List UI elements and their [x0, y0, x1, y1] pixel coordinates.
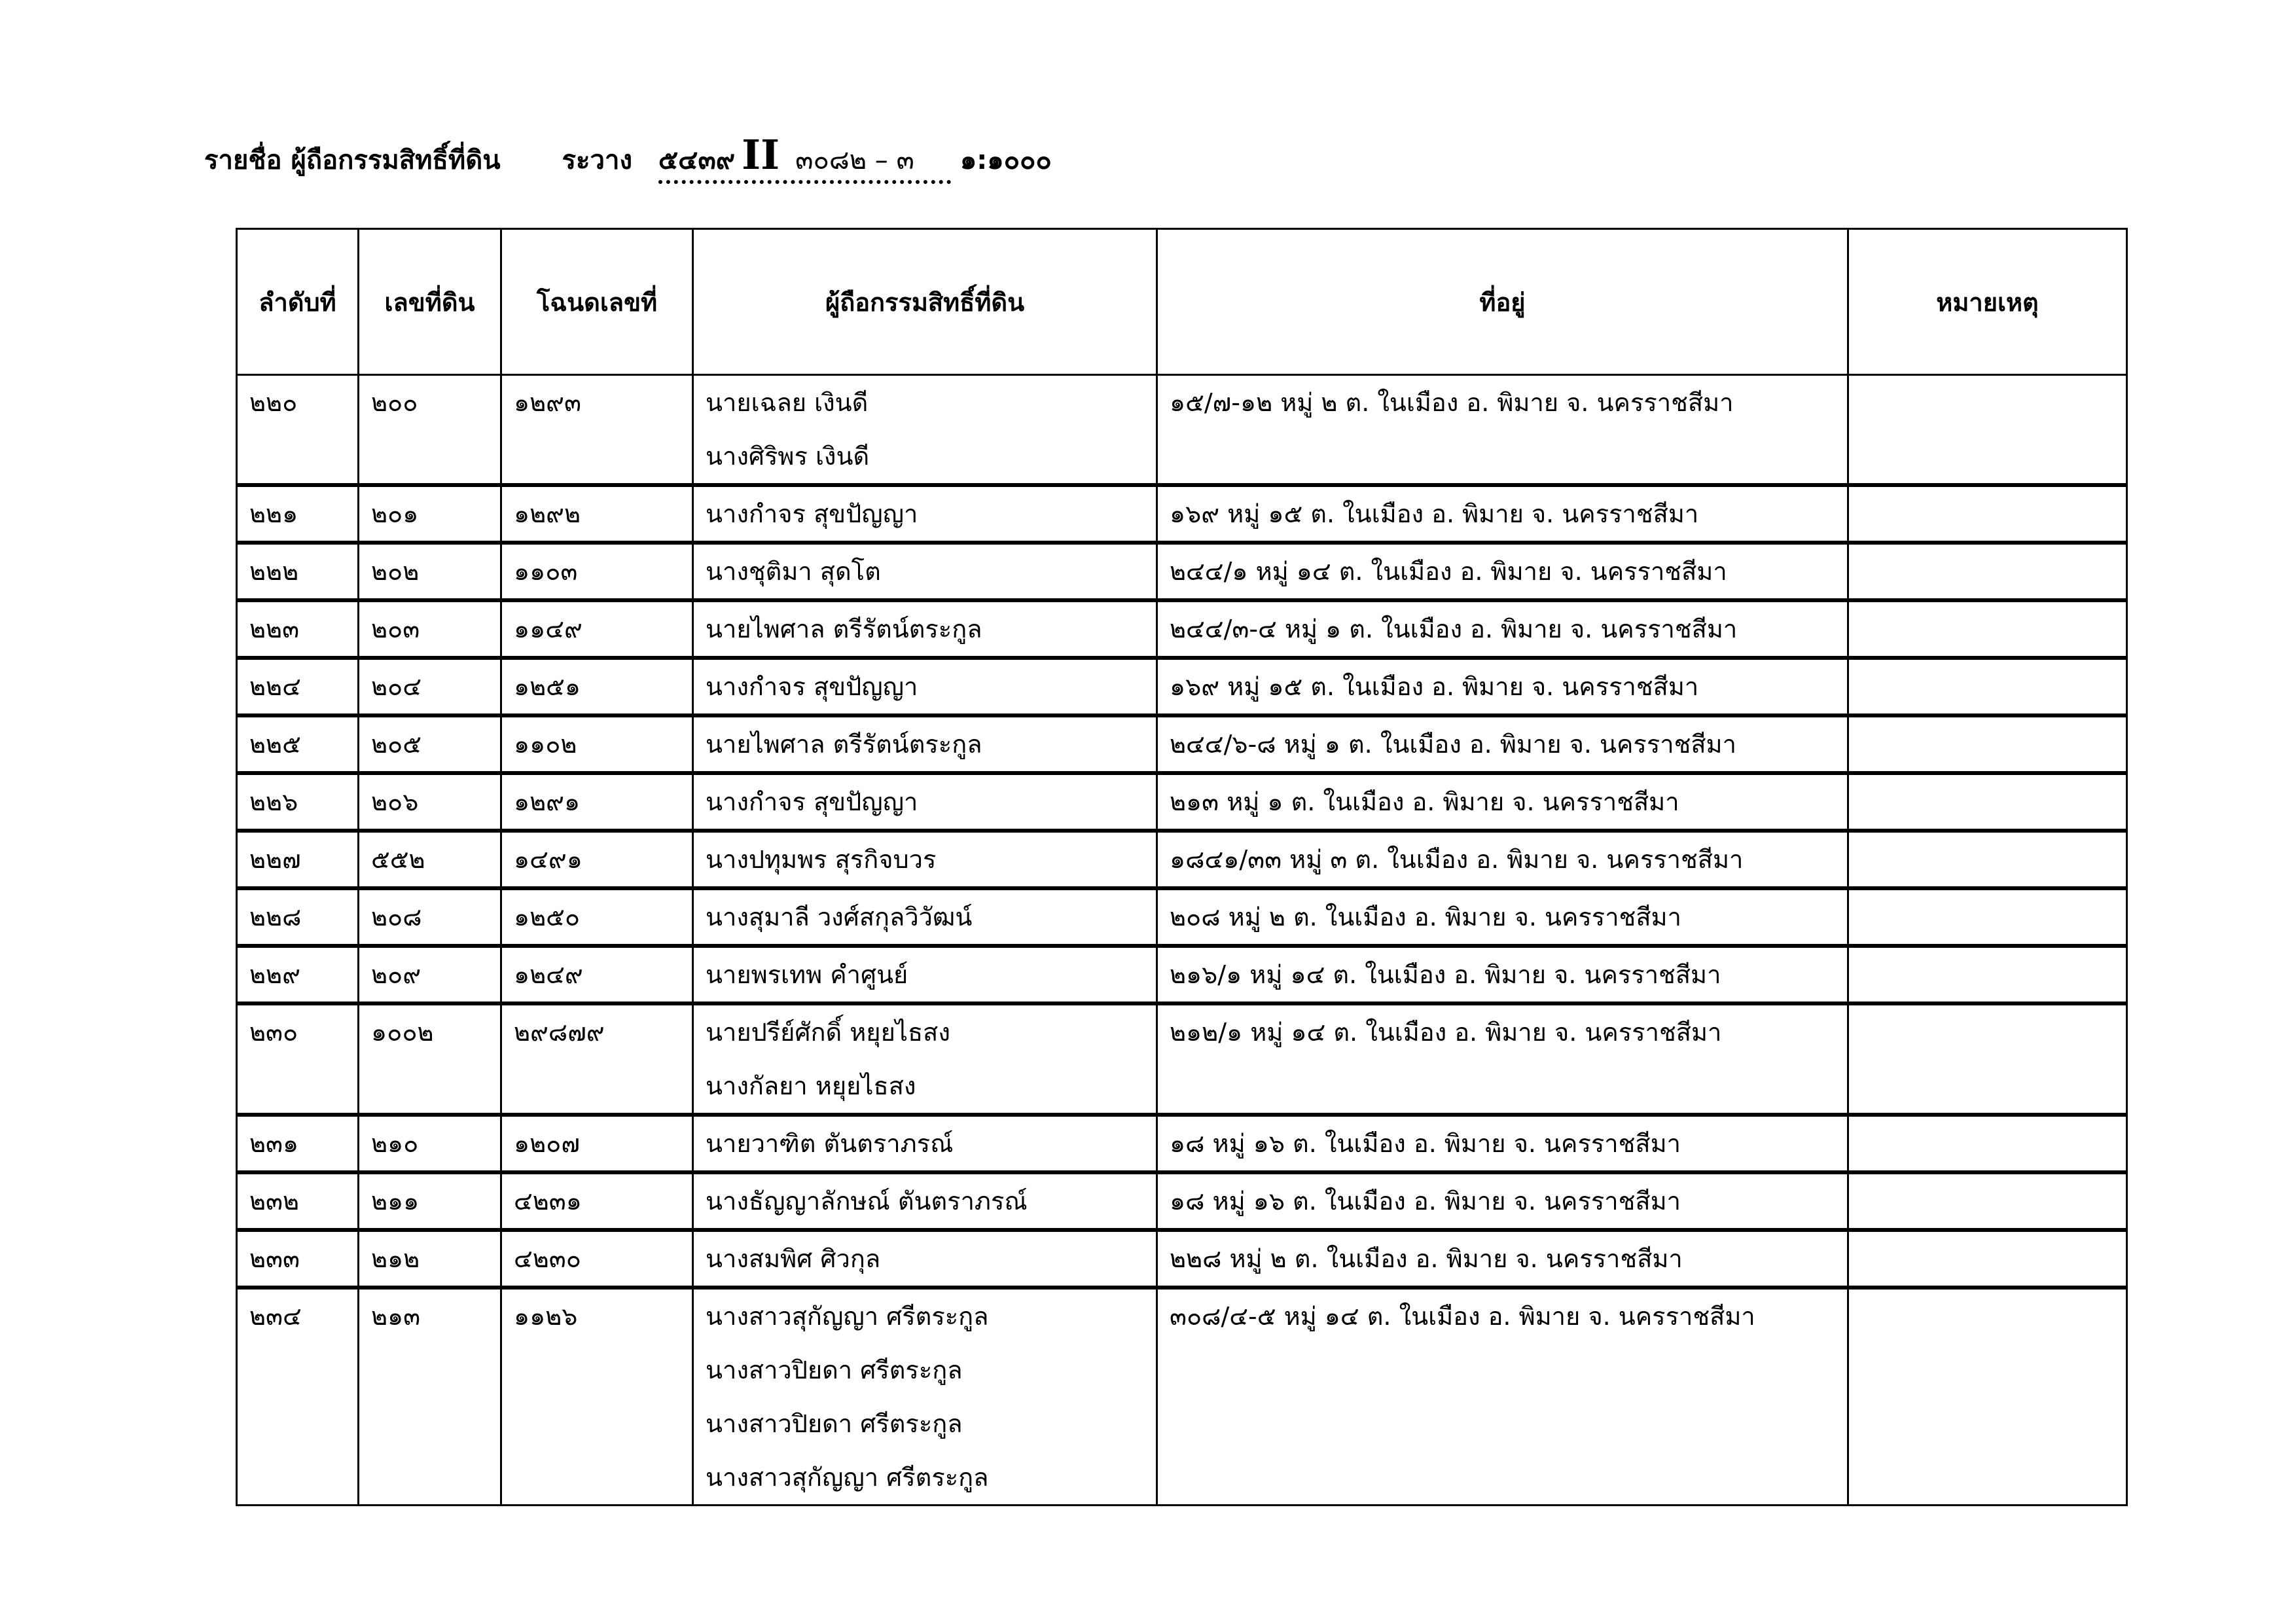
cell-address [1157, 1288, 1848, 1506]
cell-deed-number: ๑๑๔๙ [501, 600, 693, 658]
cell-address [1157, 375, 1848, 486]
cell-remark [1848, 600, 2127, 658]
table-row [237, 831, 2127, 888]
cell-sequence: ๒๓๑ [237, 1115, 359, 1172]
cell-sequence: ๒๓๔ [237, 1288, 359, 1506]
header-address: ที่อยู่ [1157, 229, 1848, 375]
cell-parcel-number: ๒๑๑ [359, 1172, 501, 1230]
cell-deed-number: ๑๑๒๖ [501, 1288, 693, 1506]
map-sheet-roman: II [742, 131, 780, 179]
cell-parcel-number: ๒๑๓ [359, 1288, 501, 1506]
cell-address [1157, 1230, 1848, 1288]
cell-parcel-number: ๒๐๙ [359, 946, 501, 1003]
cell-owner [693, 773, 1157, 831]
cell-sequence: ๒๒๖ [237, 773, 359, 831]
address-text: ๒๐๘ หมู่ ๒ ต. ในเมือง อ. พิมาย จ. นครราชสีมา [1170, 903, 1681, 931]
cell-remark [1848, 1003, 2127, 1115]
owner-name: นางสาวสุกัญญา ศรีตระกูล [706, 1463, 989, 1492]
cell-deed-number: ๑๔๙๑ [501, 831, 693, 888]
cell-owner [693, 831, 1157, 888]
landowner-table [236, 228, 2128, 1506]
document-title [204, 131, 1052, 187]
owner-name: นายปรีย์ศักดิ์ หยุยไธสง [706, 1018, 950, 1047]
header-deed-number: โฉนดเลขที่ [501, 229, 693, 375]
cell-sequence: ๒๒๓ [237, 600, 359, 658]
cell-parcel-number: ๕๕๒ [359, 831, 501, 888]
cell-deed-number: ๑๑๐๓ [501, 543, 693, 600]
cell-owner [693, 715, 1157, 773]
cell-parcel-number: ๒๐๒ [359, 543, 501, 600]
cell-address [1157, 831, 1848, 888]
owner-name: นางกำจร สุขปัญญา [706, 672, 918, 701]
owner-name: นายไพศาล ตรีรัตน์ตระกูล [706, 615, 982, 643]
address-text: ๒๔๔/๑ หมู่ ๑๔ ต. ในเมือง อ. พิมาย จ. นครราชสีมา [1170, 557, 1727, 586]
table-row [237, 1230, 2127, 1288]
cell-sequence: ๒๒๗ [237, 831, 359, 888]
table-row [237, 773, 2127, 831]
cell-owner [693, 658, 1157, 715]
owner-name: นางศิริพร เงินดี [706, 442, 870, 471]
cell-remark [1848, 1230, 2127, 1288]
cell-remark [1848, 1288, 2127, 1506]
owner-name: นางธัญญาลักษณ์ ตันตราภรณ์ [706, 1187, 1028, 1216]
owner-name: นางสุมาลี วงศ์สกุลวิวัฒน์ [706, 903, 973, 931]
address-text: ๓๐๘/๔-๕ หมู่ ๑๔ ต. ในเมือง อ. พิมาย จ. นครราชสีมา [1170, 1302, 1755, 1331]
cell-parcel-number: ๒๐๔ [359, 658, 501, 715]
cell-remark [1848, 888, 2127, 946]
cell-parcel-number: ๒๐๖ [359, 773, 501, 831]
cell-deed-number: ๑๒๙๑ [501, 773, 693, 831]
table-row [237, 1172, 2127, 1230]
owner-name: นายเฉลย เงินดี [706, 388, 869, 417]
cell-remark [1848, 1115, 2127, 1172]
cell-deed-number: ๔๒๓๑ [501, 1172, 693, 1230]
cell-owner [693, 888, 1157, 946]
cell-parcel-number: ๒๐๑ [359, 485, 501, 543]
cell-sequence: ๒๒๑ [237, 485, 359, 543]
cell-sequence: ๒๓๐ [237, 1003, 359, 1115]
owner-name: นางกำจร สุขปัญญา [706, 787, 918, 816]
owner-name: นายวาฑิต ตันตราภรณ์ [706, 1129, 954, 1158]
table-row [237, 715, 2127, 773]
cell-sequence: ๒๒๒ [237, 543, 359, 600]
address-text: ๑๖๙ หมู่ ๑๕ ต. ในเมือง อ. พิมาย จ. นครราชสีมา [1170, 499, 1699, 528]
cell-parcel-number: ๒๐๕ [359, 715, 501, 773]
cell-remark [1848, 831, 2127, 888]
table-row [237, 888, 2127, 946]
cell-remark [1848, 946, 2127, 1003]
cell-parcel-number: ๒๐๐ [359, 375, 501, 486]
cell-sequence: ๒๓๒ [237, 1172, 359, 1230]
table-row [237, 543, 2127, 600]
cell-owner [693, 946, 1157, 1003]
map-sheet-number: ๕๔๓๙ [658, 145, 736, 175]
owner-name: นางสาวปิยดา ศรีตระกูล [706, 1409, 963, 1438]
table-row [237, 485, 2127, 543]
header-parcel-number: เลขที่ดิน [359, 229, 501, 375]
cell-address [1157, 658, 1848, 715]
address-text: ๑๘ หมู่ ๑๖ ต. ในเมือง อ. พิมาย จ. นครราชสีมา [1170, 1129, 1681, 1158]
table-row [237, 600, 2127, 658]
address-text: ๒๔๔/๓-๔ หมู่ ๑ ต. ในเมือง อ. พิมาย จ. นครราชสีมา [1170, 615, 1738, 643]
owner-name: นางสาวปิยดา ศรีตระกูล [706, 1356, 963, 1384]
table-row [237, 1115, 2127, 1172]
cell-owner [693, 375, 1157, 486]
table-row [237, 1288, 2127, 1506]
address-text: ๒๑๒/๑ หมู่ ๑๔ ต. ในเมือง อ. พิมาย จ. นครราชสีมา [1170, 1018, 1722, 1047]
cell-address [1157, 600, 1848, 658]
cell-address [1157, 1172, 1848, 1230]
cell-deed-number: ๑๒๐๗ [501, 1115, 693, 1172]
header-owner: ผู้ถือกรรมสิทธิ์ที่ดิน [693, 229, 1157, 375]
table-row [237, 1003, 2127, 1115]
address-text: ๒๑๓ หมู่ ๑ ต. ในเมือง อ. พิมาย จ. นครราชสีมา [1170, 787, 1679, 816]
cell-sequence: ๒๒๕ [237, 715, 359, 773]
cell-parcel-number: ๒๑๐ [359, 1115, 501, 1172]
address-text: ๑๖๙ หมู่ ๑๕ ต. ในเมือง อ. พิมาย จ. นครราชสีมา [1170, 672, 1699, 701]
cell-remark [1848, 485, 2127, 543]
map-sheet-sub: ๓๐๘๒ – ๓ [795, 145, 914, 175]
address-text: ๒๑๖/๑ หมู่ ๑๔ ต. ในเมือง อ. พิมาย จ. นครราชสีมา [1170, 960, 1721, 989]
map-scale: ๑:๑๐๐๐ [960, 145, 1052, 175]
cell-address [1157, 946, 1848, 1003]
cell-address [1157, 773, 1848, 831]
cell-deed-number: ๑๒๙๒ [501, 485, 693, 543]
table-row [237, 946, 2127, 1003]
cell-owner [693, 600, 1157, 658]
cell-parcel-number: ๒๐๘ [359, 888, 501, 946]
cell-remark [1848, 715, 2127, 773]
cell-deed-number: ๑๒๕๑ [501, 658, 693, 715]
cell-owner [693, 543, 1157, 600]
cell-sequence: ๒๒๐ [237, 375, 359, 486]
cell-deed-number: ๑๒๔๙ [501, 946, 693, 1003]
cell-deed-number: ๑๑๐๒ [501, 715, 693, 773]
map-sheet-label: ระวาง [562, 145, 632, 175]
address-text: ๑๘๔๑/๓๓ หมู่ ๓ ต. ในเมือง อ. พิมาย จ. นครราชสีมา [1170, 845, 1744, 874]
cell-remark [1848, 1172, 2127, 1230]
owner-name: นางปทุมพร สุรกิจบวร [706, 845, 937, 874]
address-text: ๒๔๔/๖-๘ หมู่ ๑ ต. ในเมือง อ. พิมาย จ. นครราชสีมา [1170, 730, 1736, 759]
cell-remark [1848, 773, 2127, 831]
cell-parcel-number: ๑๐๐๒ [359, 1003, 501, 1115]
table-header-row [237, 229, 2127, 375]
cell-owner [693, 485, 1157, 543]
cell-parcel-number: ๒๐๓ [359, 600, 501, 658]
cell-owner [693, 1288, 1157, 1506]
cell-remark [1848, 658, 2127, 715]
owner-name: นางสมพิศ ศิวกุล [706, 1244, 881, 1273]
owner-name: นางชุติมา สุดโต [706, 557, 881, 586]
cell-remark [1848, 543, 2127, 600]
table-row [237, 375, 2127, 486]
cell-owner [693, 1115, 1157, 1172]
cell-deed-number: ๒๙๘๗๙ [501, 1003, 693, 1115]
cell-owner [693, 1230, 1157, 1288]
cell-parcel-number: ๒๑๒ [359, 1230, 501, 1288]
cell-sequence: ๒๓๓ [237, 1230, 359, 1288]
cell-sequence: ๒๒๔ [237, 658, 359, 715]
cell-address [1157, 715, 1848, 773]
cell-owner [693, 1172, 1157, 1230]
cell-address [1157, 1003, 1848, 1115]
address-text: ๒๒๘ หมู่ ๒ ต. ในเมือง อ. พิมาย จ. นครราชสีมา [1170, 1244, 1683, 1273]
cell-address [1157, 485, 1848, 543]
cell-owner [693, 1003, 1157, 1115]
cell-deed-number: ๑๒๙๓ [501, 375, 693, 486]
address-text: ๑๘ หมู่ ๑๖ ต. ในเมือง อ. พิมาย จ. นครราชสีมา [1170, 1187, 1681, 1216]
cell-sequence: ๒๒๙ [237, 946, 359, 1003]
cell-deed-number: ๔๒๓๐ [501, 1230, 693, 1288]
table-row [237, 658, 2127, 715]
address-text: ๑๕/๗-๑๒ หมู่ ๒ ต. ในเมือง อ. พิมาย จ. นครราชสีมา [1170, 388, 1734, 417]
owner-name: นางกำจร สุขปัญญา [706, 499, 918, 528]
cell-address [1157, 543, 1848, 600]
cell-remark [1848, 375, 2127, 486]
map-sheet-reference [658, 131, 951, 184]
cell-deed-number: ๑๒๕๐ [501, 888, 693, 946]
cell-address [1157, 888, 1848, 946]
header-remark: หมายเหตุ [1848, 229, 2127, 375]
table-body [237, 375, 2127, 1506]
owner-name: นายพรเทพ คำศูนย์ [706, 960, 908, 989]
cell-sequence: ๒๒๘ [237, 888, 359, 946]
title-label: รายชื่อ ผู้ถือกรรมสิทธิ์ที่ดิน [204, 145, 501, 175]
owner-name: นายไพศาล ตรีรัตน์ตระกูล [706, 730, 982, 759]
owner-name: นางกัลยา หยุยไธสง [706, 1072, 916, 1100]
cell-address [1157, 1115, 1848, 1172]
header-sequence: ลำดับที่ [237, 229, 359, 375]
owner-name: นางสาวสุกัญญา ศรีตระกูล [706, 1302, 989, 1331]
